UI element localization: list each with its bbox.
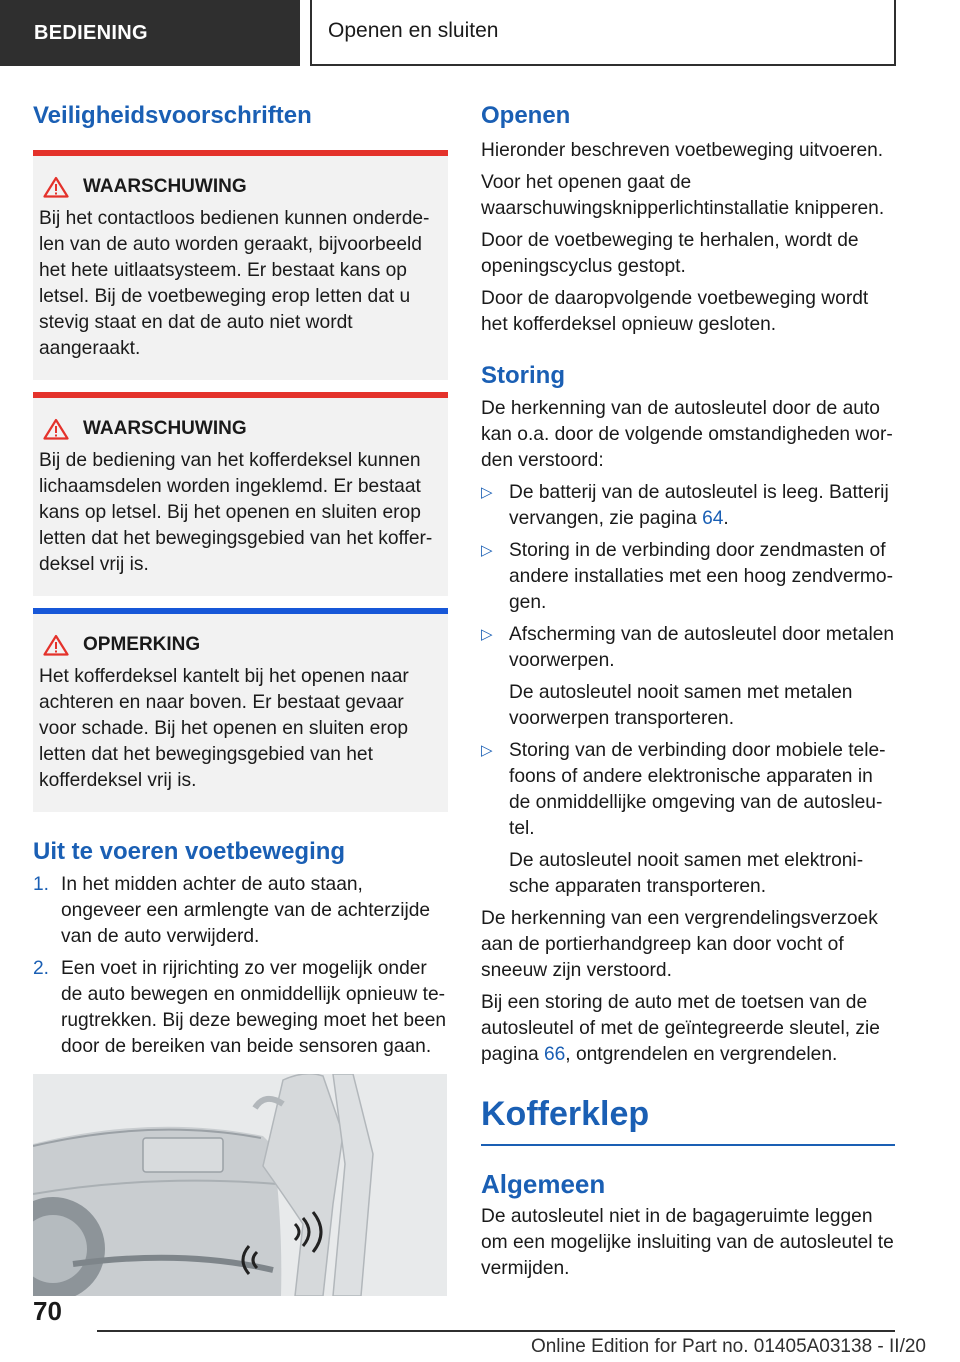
warning-text: Bij de bediening van het kofferdeksel kunnen lichaamsdelen worden ingeklemd. Er bestaat kans op letsel. Bij het openen en sluiten erop letten dat het bewegingsgebied van het kofferdeksel vrij is.: [39, 450, 433, 575]
page-header: [0, 0, 960, 66]
list-item: ▷ Storing van de verbinding door mobiele telefoons of andere elektronische apparaten in de onmiddellijke omgeving van de autosleutel. De autosleutel nooit samen met elektronische apparaten transporteren.: [481, 740, 886, 897]
right-column: [481, 100, 895, 1282]
bullet-triangle-icon: ▷: [481, 484, 493, 501]
warning-box-2: [33, 392, 448, 596]
warning-triangle-icon: [43, 176, 69, 198]
bullet-triangle-icon: ▷: [481, 626, 493, 643]
list-item: ▷ Afscherming van de autosleutel door metalen voorwerpen. De autosleutel nooit samen met metalen voorwerpen transporteren.: [481, 624, 895, 729]
page-number: 70: [33, 1296, 62, 1326]
open-heading: Openen: [481, 102, 571, 129]
kofferklep-heading: Kofferklep: [481, 1095, 650, 1133]
warning-label: WAARSCHUWING: [83, 176, 247, 197]
fault-heading: Storing: [481, 362, 565, 389]
left-column: [33, 100, 448, 1296]
paragraph: Door de daaropvolgende voetbeweging wordt het kofferdeksel opnieuw gesloten.: [481, 288, 869, 335]
paragraph: De autosleutel niet in de bagageruimte leggen om een mogelijke insluiting van de autosleutel te vermijden.: [481, 1206, 894, 1279]
paragraph: Hieronder beschreven voetbeweging uitvoeren.: [481, 140, 884, 161]
paragraph: Voor het openen gaat de waarschuwingsknipperlichtinstallatie knipperen.: [481, 172, 885, 219]
heading-rule: [481, 1144, 895, 1146]
list-item: ▷ Storing in de verbinding door zendmasten of andere installaties met een hoog zendvermogen.: [481, 540, 893, 613]
list-item: 1. In het midden achter de auto staan, ongeveer een armlengte van de achterzijde van de auto verwijderd.: [33, 874, 431, 947]
section-tab: BEDIENING: [0, 0, 300, 66]
note-text: Het kofferdeksel kantelt bij het openen naar achteren en naar boven. Er bestaat gevaar voor schade. Bij het openen en sluiten erop letten dat het bewegingsgebied van het kofferdeksel vrij is.: [39, 666, 409, 791]
paragraph: Bij een storing de auto met de toetsen van de autosleutel of met de geïntegreerde sleutel, zie pagina 66, ontgrendelen en vergrendelen.: [481, 992, 880, 1065]
foot-gesture-illustration: [33, 1074, 447, 1296]
warning-triangle-icon: [43, 418, 69, 440]
footer-text: Online Edition for Part no. 01405A03138 - II/20: [530, 1336, 926, 1357]
bullet-triangle-icon: ▷: [481, 742, 493, 759]
warning-label: WAARSCHUWING: [83, 418, 247, 439]
list-item: 2. Een voet in rijrichting zo ver mogelijk onder de auto bewegen en onmiddellijk opnieuw terugtrekken. Bij deze beweging moet het been door de bereiken van beide sensoren gaan.: [33, 958, 447, 1057]
warning-triangle-icon: [43, 634, 69, 656]
paragraph: De herkenning van de autosleutel door de auto kan o.a. door de volgende omstandigheden worden verstoord:: [481, 398, 893, 471]
movement-heading: Uit te voeren voetbeweging: [33, 838, 346, 865]
paragraph: Door de voetbeweging te herhalen, wordt de openingscyclus gestopt.: [481, 230, 859, 277]
note-label: OPMERKING: [83, 634, 201, 655]
page-link[interactable]: 64: [702, 508, 724, 529]
footer-rule: [97, 1330, 895, 1332]
note-box: [33, 608, 448, 812]
fault-bullets: [481, 480, 895, 900]
chapter-title: Openen en sluiten: [310, 0, 896, 66]
paragraph: De herkenning van een vergrendelingsverzoek aan de portierhandgreep kan door vocht of sneeuw zijn verstoord.: [481, 908, 878, 981]
warning-box-1: [33, 150, 448, 380]
bullet-triangle-icon: ▷: [481, 542, 493, 559]
page-link[interactable]: 66: [543, 1044, 566, 1065]
car-rear-illustration: [33, 1074, 447, 1296]
safety-heading: Veiligheidsvoorschriften: [33, 102, 312, 129]
general-heading: Algemeen: [481, 1169, 606, 1199]
list-item: ▷ De batterij van de autosleutel is leeg. Batterij vervangen, zie pagina 64.: [481, 482, 889, 529]
warning-text: Bij het contactloos bedienen kunnen onderdelen van de auto worden geraakt, bijvoorbeeld het hete uitlaatsysteem. Er bestaat kans op letsel. Bij de voetbeweging erop letten dat u stevig staat en dat de auto niet wordt aangeraakt.: [39, 208, 430, 359]
steps-list: [33, 872, 448, 1060]
